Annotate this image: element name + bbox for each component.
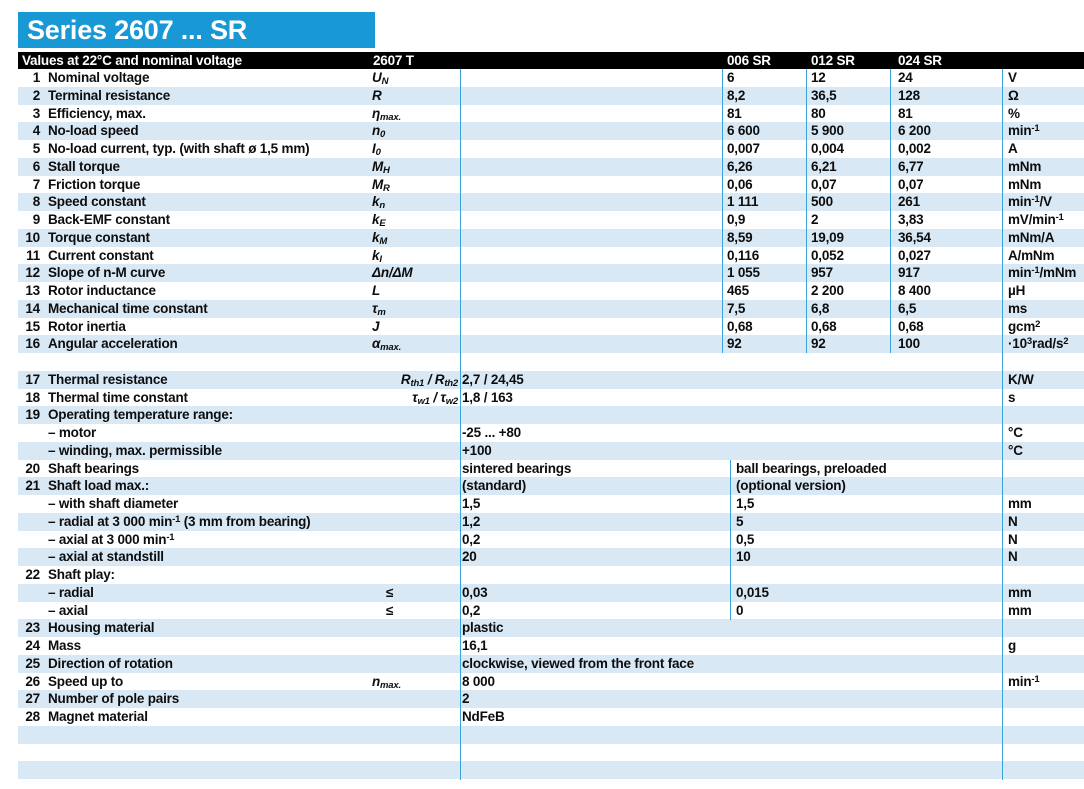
row-value-024sr: 6,77 — [898, 158, 924, 174]
table-row — [18, 176, 1084, 194]
row-number: 15 — [25, 318, 40, 334]
row-value-standard: 1,5 — [462, 496, 481, 511]
row-symbol: $k_n$ — [372, 194, 385, 212]
row-unit: mNm — [1008, 158, 1042, 174]
table-row — [18, 513, 1084, 531]
row-symbol: $\tau_{w1} / \tau_{w2}$ — [412, 389, 458, 407]
row-label: No-load current, typ. (with shaft ø 1,5 mm) — [48, 141, 310, 156]
row-value-006sr: 0,9 — [727, 212, 746, 227]
table-row — [18, 602, 1084, 620]
row-value: clockwise, viewed from the front face — [462, 655, 694, 671]
row-unit: g — [1008, 638, 1017, 653]
row-unit: $\min^{-1}$ — [1008, 123, 1040, 139]
row-value-024sr: 0,027 — [898, 247, 931, 263]
column-divider-symbol — [460, 69, 461, 780]
row-symbol: $M_H$ — [372, 158, 390, 176]
row-value: 8 000 — [462, 673, 495, 689]
row-number: 1 — [32, 70, 40, 85]
empty-row — [18, 744, 1084, 762]
row-value-012sr: 2 — [811, 212, 819, 227]
table-row — [18, 531, 1084, 549]
row-symbol: $U_N$ — [372, 70, 389, 87]
row-label: Shaft bearings — [48, 460, 139, 476]
row-value: plastic — [462, 620, 504, 636]
row-value-012sr: 80 — [811, 105, 826, 121]
row-unit: mm — [1008, 496, 1032, 511]
row-value-024sr: 0,002 — [898, 141, 931, 156]
row-unit: mm — [1008, 602, 1032, 618]
row-unit: $\min^{-1}$/mNm — [1008, 265, 1077, 281]
row-value-024sr: 261 — [898, 194, 920, 210]
row-value-012sr: 19,09 — [811, 229, 844, 245]
row-number: 10 — [25, 229, 40, 245]
row-value-006sr: 0,06 — [727, 176, 753, 192]
row-unit: °C — [1008, 442, 1023, 458]
row-value-standard: 1,2 — [462, 513, 481, 529]
table-row — [18, 140, 1084, 158]
table-row — [18, 193, 1084, 211]
row-unit: A/mNm — [1008, 247, 1055, 263]
row-value: 1,8 / 163 — [462, 389, 513, 405]
table-row — [18, 584, 1084, 602]
row-value-006sr: 0,007 — [727, 141, 760, 156]
row-value-024sr: 100 — [898, 336, 920, 352]
row-value-standard: 0,2 — [462, 602, 481, 618]
row-label: Speed up to — [48, 673, 124, 689]
table-row — [18, 708, 1084, 726]
row-value-optional: 0 — [736, 602, 744, 618]
row-unit: $mV/\min^{-1}$ — [1008, 212, 1064, 227]
row-value-024sr: 3,83 — [898, 212, 924, 227]
row-value-024sr: 36,54 — [898, 229, 931, 245]
row-value-optional: 5 — [736, 513, 744, 529]
table-row — [18, 211, 1084, 229]
row-unit: K/W — [1008, 371, 1034, 387]
column-divider-012sr — [806, 69, 807, 353]
row-label: Shaft play: — [48, 567, 115, 582]
table-row — [18, 442, 1084, 460]
row-number: 4 — [32, 123, 40, 139]
row-label: Thermal time constant — [48, 389, 188, 405]
row-value-024sr: 6,5 — [898, 300, 917, 316]
empty-row — [18, 761, 1084, 779]
row-unit: °C — [1008, 425, 1023, 440]
row-value-012sr: 500 — [811, 194, 833, 210]
column-divider-bearing-option — [730, 460, 731, 620]
table-row — [18, 389, 1084, 407]
row-label: Direction of rotation — [48, 655, 173, 671]
row-unit: Ω — [1008, 87, 1019, 103]
row-value-012sr: 12 — [811, 70, 826, 85]
row-number: 22 — [25, 567, 40, 582]
row-unit: mm — [1008, 584, 1032, 600]
row-value-006sr: 8,2 — [727, 87, 746, 103]
row-unit: A — [1008, 141, 1018, 156]
row-number: 18 — [25, 389, 40, 405]
row-unit: N — [1008, 549, 1018, 565]
row-number: 28 — [25, 709, 40, 724]
row-value-006sr: 81 — [727, 105, 742, 121]
row-label: Torque constant — [48, 229, 150, 245]
table-row — [18, 282, 1084, 300]
row-value-optional: (optional version) — [736, 478, 846, 494]
table-row — [18, 318, 1084, 336]
row-number: 3 — [32, 105, 40, 121]
row-value: +100 — [462, 442, 492, 458]
row-label: No-load speed — [48, 123, 139, 139]
row-value-012sr: 0,004 — [811, 141, 844, 156]
row-unit: % — [1008, 105, 1020, 121]
row-label: Rotor inertia — [48, 318, 126, 334]
table-row — [18, 566, 1084, 584]
row-value-006sr: 7,5 — [727, 300, 746, 316]
row-label: Rotor inductance — [48, 283, 156, 298]
row-unit: N — [1008, 513, 1018, 529]
row-value-024sr: 24 — [898, 70, 913, 85]
row-number: 24 — [25, 638, 40, 653]
row-unit: s — [1008, 389, 1016, 405]
row-value-012sr: 92 — [811, 336, 826, 352]
row-label: Terminal resistance — [48, 87, 171, 103]
row-number: 23 — [25, 620, 40, 636]
row-value-024sr: 6 200 — [898, 123, 931, 139]
row-number: 7 — [32, 176, 40, 192]
row-label: Mechanical time constant — [48, 300, 208, 316]
row-label: – radial — [48, 584, 94, 600]
row-unit: $\min^{-1}/V$ — [1008, 194, 1052, 210]
empty-row — [18, 726, 1084, 744]
row-label: Housing material — [48, 620, 155, 636]
row-value-optional: 0,015 — [736, 584, 769, 600]
row-number: 17 — [25, 371, 40, 387]
table-row — [18, 495, 1084, 513]
header-col-012sr: 012 SR — [811, 53, 855, 68]
row-value-006sr: 465 — [727, 283, 749, 298]
table-row — [18, 335, 1084, 353]
column-divider-024sr — [890, 69, 891, 353]
row-label: – axial at standstill — [48, 549, 164, 565]
column-divider-unit — [1002, 69, 1003, 780]
row-value-012sr: 2 200 — [811, 283, 844, 298]
row-value-012sr: 6,21 — [811, 158, 837, 174]
row-value-006sr: 6 600 — [727, 123, 760, 139]
table-row — [18, 477, 1084, 495]
row-number: 19 — [25, 407, 40, 423]
row-label: Shaft load max.: — [48, 478, 150, 494]
row-value: 2,7 / 24,45 — [462, 371, 524, 387]
row-value-024sr: 8 400 — [898, 283, 931, 298]
row-symbol: J — [372, 318, 380, 334]
table-row — [18, 264, 1084, 282]
row-symbol: $\tau_m$ — [372, 300, 386, 318]
table-row — [18, 460, 1084, 478]
row-number: 26 — [25, 673, 40, 689]
row-value-006sr: 1 111 — [727, 194, 759, 210]
row-unit: N — [1008, 531, 1018, 547]
table-row — [18, 548, 1084, 566]
table-row — [18, 637, 1084, 655]
row-symbol: $k_M$ — [372, 229, 388, 247]
row-symbol: $k_I$ — [372, 247, 382, 265]
row-label: Stall torque — [48, 158, 120, 174]
row-label: Slope of n-M curve — [48, 265, 166, 281]
row-symbol: $\eta_{max.}$ — [372, 105, 401, 123]
table-row — [18, 690, 1084, 708]
row-symbol: $M_R$ — [372, 176, 390, 194]
row-number: 21 — [25, 478, 40, 494]
row-value-006sr: 1 055 — [727, 265, 760, 281]
header-col-006sr: 006 SR — [727, 53, 771, 68]
row-unit: $\min^{-1}$ — [1008, 673, 1040, 689]
row-value-optional: 10 — [736, 549, 751, 565]
row-value-006sr: 0,68 — [727, 318, 753, 334]
row-label: – with shaft diameter — [48, 496, 179, 511]
row-value: 2 — [462, 691, 470, 707]
table-row — [18, 105, 1084, 123]
row-value-006sr: 6 — [727, 70, 735, 85]
row-label: Current constant — [48, 247, 154, 263]
row-label: – axial — [48, 602, 88, 618]
row-number: 14 — [25, 300, 40, 316]
row-label: – winding, max. permissible — [48, 442, 222, 458]
row-label: Back-EMF constant — [48, 212, 170, 227]
row-number: 8 — [32, 194, 40, 210]
row-label: Thermal resistance — [48, 371, 168, 387]
header-type-column: 2607 T — [373, 53, 414, 68]
table-row — [18, 424, 1084, 442]
header-col-024sr: 024 SR — [898, 53, 942, 68]
row-label: Nominal voltage — [48, 70, 150, 85]
row-label: – axial at 3 000 $\min^{-1}$ — [48, 531, 175, 547]
row-value-standard: 20 — [462, 549, 477, 565]
row-symbol: $n_0$ — [372, 123, 386, 141]
table-row — [18, 229, 1084, 247]
row-number: 12 — [25, 265, 40, 281]
row-value-012sr: 0,052 — [811, 247, 844, 263]
row-label: Mass — [48, 638, 81, 653]
row-symbol: $I_0$ — [372, 141, 381, 158]
row-value-012sr: 36,5 — [811, 87, 837, 103]
row-value: NdFeB — [462, 709, 505, 724]
table-row — [18, 619, 1084, 637]
table-row — [18, 247, 1084, 265]
table-row — [18, 158, 1084, 176]
table-row — [18, 87, 1084, 105]
row-unit: gcm$^2$ — [1008, 318, 1041, 334]
row-value-optional: 1,5 — [736, 496, 755, 511]
row-value: -25 ... +80 — [462, 425, 521, 440]
row-value-012sr: 5 900 — [811, 123, 844, 139]
row-number: 2 — [32, 87, 40, 103]
row-value-optional: 0,5 — [736, 531, 755, 547]
series-title-bar — [18, 12, 375, 48]
row-value-024sr: 81 — [898, 105, 913, 121]
row-number: 13 — [25, 283, 40, 298]
row-number: 25 — [25, 655, 40, 671]
row-unit: mNm/A — [1008, 229, 1055, 245]
table-row — [18, 122, 1084, 140]
spacer-row — [18, 353, 1084, 371]
row-number: 20 — [25, 460, 40, 476]
table-row — [18, 406, 1084, 424]
row-number: 5 — [32, 141, 40, 156]
row-symbol: ≤ — [386, 584, 394, 600]
row-symbol: Δn/ΔM — [372, 265, 413, 281]
table-row — [18, 300, 1084, 318]
row-value-006sr: 0,116 — [727, 247, 760, 263]
row-value-012sr: 0,07 — [811, 176, 837, 192]
row-value-012sr: 6,8 — [811, 300, 830, 316]
row-symbol: L — [372, 283, 381, 298]
row-value-012sr: 957 — [811, 265, 833, 281]
row-value-006sr: 92 — [727, 336, 742, 352]
table-row — [18, 371, 1084, 389]
row-unit: V — [1008, 70, 1017, 85]
column-divider-006sr — [722, 69, 723, 353]
row-symbol: $k_E$ — [372, 212, 386, 229]
row-number: 9 — [32, 212, 40, 227]
row-label: Speed constant — [48, 194, 146, 210]
row-label: Efficiency, max. — [48, 105, 146, 121]
row-number: 11 — [26, 247, 40, 263]
row-value-standard: 0,03 — [462, 584, 488, 600]
row-symbol: R — [372, 87, 382, 103]
row-value-024sr: 0,68 — [898, 318, 924, 334]
row-unit: ms — [1008, 300, 1028, 316]
row-value-optional: ball bearings, preloaded — [736, 460, 887, 476]
row-unit: $\cdot 10^3rad/s^2$ — [1008, 336, 1069, 352]
row-value-024sr: 917 — [898, 265, 920, 281]
table-row — [18, 69, 1084, 87]
row-value-012sr: 0,68 — [811, 318, 837, 334]
row-label: – radial at 3 000 $\min^{-1} (3$ mm from bearing) — [48, 513, 311, 529]
row-label: Angular acceleration — [48, 336, 178, 352]
table-row — [18, 655, 1084, 673]
row-unit: mNm — [1008, 176, 1042, 192]
table-row — [18, 673, 1084, 691]
row-value-006sr: 6,26 — [727, 158, 753, 174]
row-value-standard: (standard) — [462, 478, 527, 494]
row-value-024sr: 128 — [898, 87, 920, 103]
row-label: Number of pole pairs — [48, 691, 180, 707]
header-conditions: Values at 22°C and nominal voltage — [22, 53, 242, 68]
row-value: 16,1 — [462, 638, 488, 653]
row-label: Friction torque — [48, 176, 141, 192]
row-number: 27 — [25, 691, 40, 707]
row-value-006sr: 8,59 — [727, 229, 753, 245]
row-number: 16 — [25, 336, 40, 352]
row-value-024sr: 0,07 — [898, 176, 924, 192]
series-title: Series 2607 ... SR — [27, 15, 248, 45]
row-symbol: ≤ — [386, 602, 394, 618]
row-label: Operating temperature range: — [48, 407, 233, 423]
row-number: 6 — [32, 158, 40, 174]
table-header-bar — [18, 52, 1084, 69]
row-label: – motor — [48, 425, 97, 440]
row-unit: µH — [1008, 283, 1026, 298]
row-symbol: $\alpha_{max.}$ — [372, 336, 402, 354]
row-value-standard: sintered bearings — [462, 460, 572, 476]
row-label: Magnet material — [48, 709, 148, 724]
row-value-standard: 0,2 — [462, 531, 481, 547]
row-symbol: $R_{th1} / R_{th2}$ — [400, 371, 458, 389]
row-symbol: $n_{max.}$ — [372, 673, 401, 691]
